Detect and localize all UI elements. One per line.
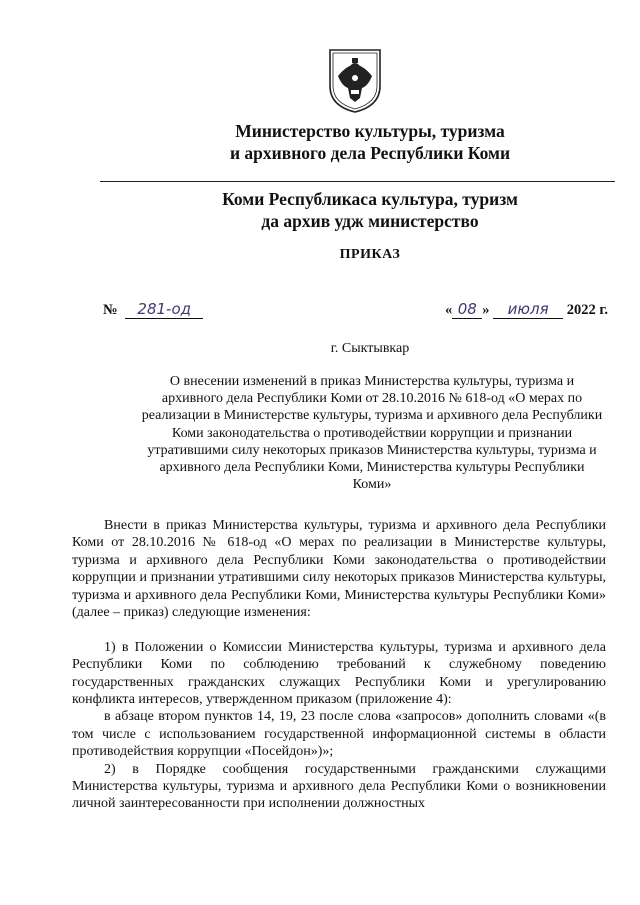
order-body [72, 517, 606, 813]
ministry-name-komi-line1: Коми Республикаса культура, туризм [222, 189, 518, 209]
order-number-handwritten: 281-од [125, 300, 203, 319]
date-day-handwritten: 08 [452, 300, 482, 319]
ministry-name-ru [180, 120, 560, 164]
subject-line: архивного дела Республики Коми от 28.10.2016 № 618-од «О мерах по [161, 391, 583, 407]
subject-line: Коми законодательства о противодействии коррупции и признании [171, 425, 573, 441]
ministry-name-komi [180, 188, 560, 232]
order-date [445, 300, 608, 319]
order-title: ПРИКАЗ [339, 247, 401, 262]
order-number [103, 300, 203, 319]
ministry-name-ru-line2: и архивного дела Республики Коми [229, 143, 511, 163]
subject-line: О внесении изменений в приказ Министерства культуры, туризма и [169, 374, 575, 389]
header-divider [100, 181, 615, 182]
date-open-quote: « [445, 302, 453, 318]
subject-line: реализации в Министерстве культуры, туризма и архивного дела Республики [141, 408, 603, 424]
body-paragraph: 2) в Порядке сообщения государственными гражданскими служащими Министерства культуры, туризма и архивного дела Республики Коми о возникновении личной заинтересованности при исполнении должностных [72, 761, 606, 812]
date-month-handwritten: июля [493, 300, 563, 319]
city: г. Сыктывкар [330, 341, 410, 356]
date-close-quote: » [482, 302, 490, 318]
order-number-prefix: № [103, 302, 118, 318]
body-paragraph: 1) в Положении о Комиссии Министерства культуры, туризма и архивного дела Республики Коми по соблюдению требований к служебному поведению государственных гражданских служащих Республики Коми и урегулированию конфликта интересов, утвержденном приказом (приложение 4): [72, 639, 606, 708]
subject-line: Коми» [352, 477, 392, 493]
subject-line: утратившими силу некоторых приказов Министерства культуры, туризма и [147, 442, 597, 458]
komi-coat-of-arms-icon [326, 46, 384, 114]
subject-line: архивного дела Республики Коми, Министерства культуры Республики [159, 460, 585, 476]
date-year: 2022 г. [566, 302, 608, 318]
body-paragraph: в абзаце втором пунктов 14, 19, 23 после слова «запросов» дополнить словами «(в том числе с использованием государственной информационной системы в области противодействия коррупции «Посейдон»)»; [72, 709, 606, 760]
order-subject [122, 373, 622, 493]
ministry-name-ru-line1: Министерство культуры, туризма [235, 121, 505, 141]
ministry-name-komi-line2: да архив удж министерство [261, 211, 479, 231]
body-paragraph: Внести в приказ Министерства культуры, туризма и архивного дела Республики Коми от 28.10.2016 № 618-од «О мерах по реализации в Министерстве культуры, туризма и архивного дела Республики Коми законодательства о противодействии коррупции и признании утратившими силу некоторых приказов Министерства культуры, туризма и архивного дела Республики Коми, Министерства культуры Республики Коми» (далее – приказ) следующие изменения: [72, 518, 606, 621]
